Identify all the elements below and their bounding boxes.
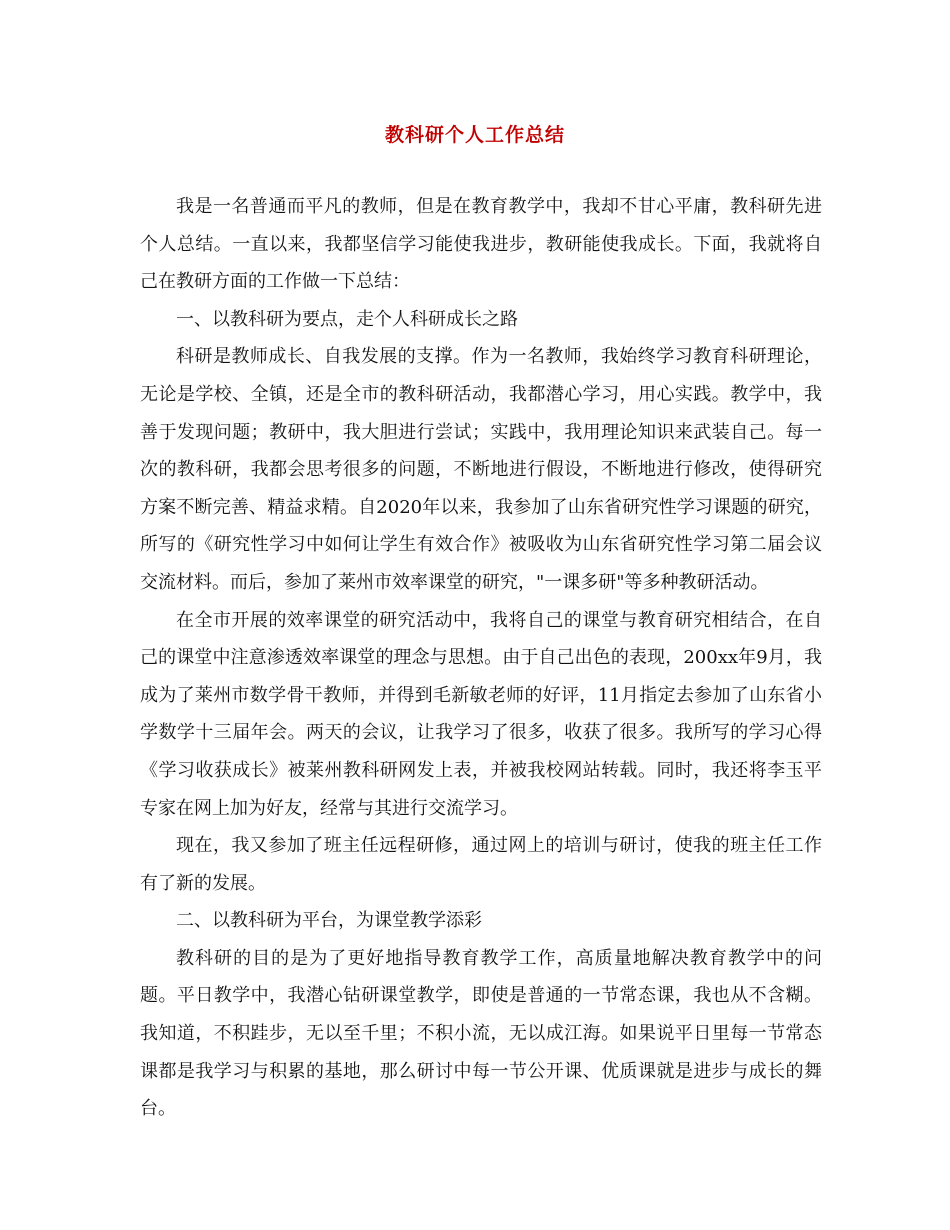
section-heading-1: 一、以教科研为要点，走个人科研成长之路 [176, 308, 518, 330]
section-heading-2: 二、以教科研为平台，为课堂教学添彩 [176, 910, 482, 932]
paragraph-research-growth: 科研是教师成长、自我发展的支撑。作为一名教师，我始终学习教育科研理论，无论是学校、全镇，还是全市的教科研活动，我都潜心学习，用心实践。教学中，我善于发现问题；教研中，我大胆进行尝试；实践中，我用理论知识来武装自己。每一次的教科研，我都会思考很多的问题，不断地进行假设，不断地进行修改，使得研究方案不断完善、精益求精。自2020年以来，我参加了山东省研究性学习课题的研究，所写的《研究性学习中如何让学生有效合作》被吸收为山东省研究性学习第二届会议交流材料。而后，参加了莱州市效率课堂的研究，"一课多研"等多种教研活动。 [140, 346, 822, 593]
paragraph-intro: 我是一名普通而平凡的教师，但是在教育教学中，我却不甘心平庸，教科研先进个人总结。一直以来，我都坚信学习能使我进步，教研能使我成长。下面，我就将自己在教研方面的工作做一下总结： [140, 196, 822, 293]
paragraph-classroom-teaching: 教科研的目的是为了更好地指导教育教学工作，高质量地解决教育教学中的问题。平日教学中，我潜心钻研课堂教学，即使是普通的一节常态课，我也从不含糊。我知道，不积跬步，无以至千里；不积小流，无以成江海。如果说平日里每一节常态课都是我学习与积累的基地，那么研讨中每一节公开课、优质课就是进步与成长的舞台。 [140, 947, 822, 1120]
paragraph-efficient-classroom: 在全市开展的效率课堂的研究活动中，我将自己的课堂与教育研究相结合，在自己的课堂中注意渗透效率课堂的理念与思想。由于自己出色的表现，200xx年9月，我成为了莱州市数学骨干教师，并得到毛新敏老师的好评，11月指定去参加了山东省小学数学十三届年会。两天的会议，让我学习了很多，收获了很多。我所写的学习心得《学习收获成长》被莱州教科研网发上表，并被我校网站转载。同时，我还将李玉平专家在网上加为好友，经常与其进行交流学习。 [140, 609, 822, 819]
paragraph-remote-training: 现在，我又参加了班主任远程研修，通过网上的培训与研讨，使我的班主任工作有了新的发展。 [140, 835, 822, 894]
document-title: 教科研个人工作总结 [384, 124, 565, 146]
document-body [140, 188, 822, 1128]
